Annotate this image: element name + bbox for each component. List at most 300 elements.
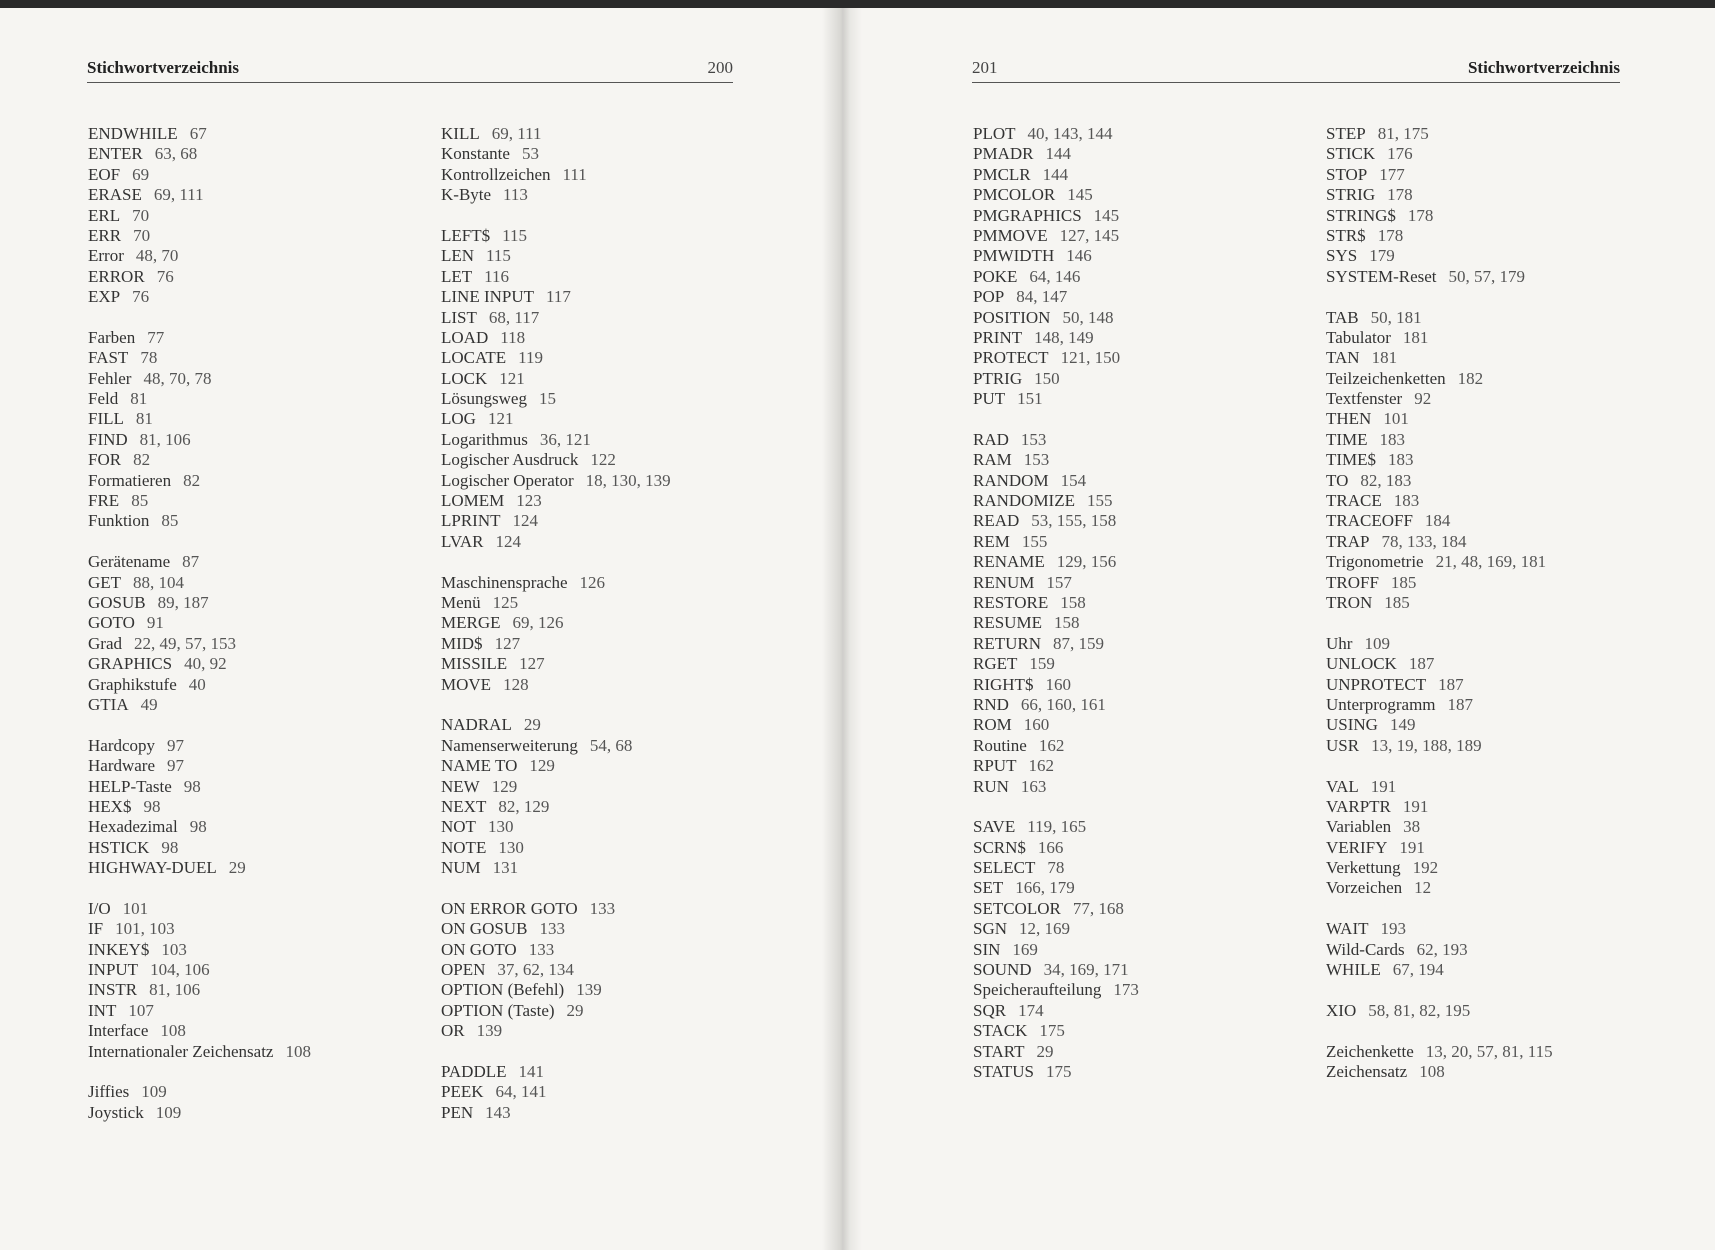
index-entry [1326,838,1656,858]
index-term: Farben [88,327,136,347]
index-term: Feld [88,389,119,409]
index-entry [441,1001,771,1021]
index-page-refs: 160 [1045,674,1071,694]
index-page-refs: 53, 155, 158 [1031,511,1117,531]
index-entry [88,226,418,246]
index-group [88,124,418,308]
index-term: UNPROTECT [1326,674,1427,694]
index-term: MERGE [441,613,501,633]
index-page-refs: 183 [1393,491,1420,511]
index-entry [88,613,418,633]
index-term: VERIFY [1326,837,1388,857]
left-page [0,8,822,1250]
index-page-refs: 22, 49, 57, 153 [133,633,236,653]
index-term: NAME TO [441,756,518,776]
index-entry [1326,532,1656,552]
index-entry [88,1042,418,1062]
index-entry [441,858,771,878]
index-entry [88,980,418,1000]
index-page-refs: 119 [518,348,544,368]
index-entry [441,1082,771,1102]
right-page [862,8,1715,1250]
index-term: TAB [1326,307,1359,327]
index-entry [1326,736,1656,756]
index-page-refs: 118 [500,327,526,347]
index-term: RUN [973,776,1009,796]
index-page-refs: 157 [1046,572,1072,592]
index-entry [973,654,1303,674]
index-entry [88,777,418,797]
index-term: Variablen [1326,817,1392,837]
index-entry [88,1082,418,1102]
index-page-refs: 40 [188,674,206,694]
index-term: Fehler [88,368,132,388]
page-title: Stichwortverzeichnis [1467,58,1620,77]
index-entry [1326,348,1656,368]
index-entry [441,919,771,939]
index-group [1326,1001,1656,1021]
index-entry [441,634,771,654]
index-entry [973,308,1303,328]
index-page-refs: 191 [1399,837,1425,857]
index-entry [1326,471,1656,491]
index-term: OPTION (Taste) [441,1000,555,1020]
index-page-refs: 82 [183,470,201,490]
index-page-refs: 89, 187 [157,592,209,612]
page-header [87,56,733,83]
index-term: INKEY$ [88,939,150,959]
index-term: TAN [1326,348,1360,368]
index-page-refs: 54, 68 [589,735,633,755]
index-page-refs: 107 [128,1000,154,1020]
index-entry [88,1021,418,1041]
index-entry [1326,817,1656,837]
index-term: PMGRAPHICS [973,205,1082,225]
index-page-refs: 144 [1042,164,1069,184]
index-page-refs: 166 [1037,837,1064,857]
index-entry [88,593,418,613]
index-term: WHILE [1326,960,1381,980]
index-page-refs: 155 [1021,531,1048,551]
index-page-refs: 126 [579,572,606,592]
index-page-refs: 29 [523,715,541,735]
index-term: ENDWHILE [88,124,178,143]
index-entry [88,675,418,695]
index-term: HEX$ [88,796,132,816]
index-term: SAVE [973,817,1016,837]
index-page-refs: 70 [133,225,151,245]
index-entry [1326,675,1656,695]
index-page-refs: 108 [285,1041,311,1061]
index-entry [88,409,418,429]
index-page-refs: 98 [183,776,201,796]
index-term: NEW [441,776,480,796]
index-entry [441,777,771,797]
index-entry [88,960,418,980]
index-entry [88,736,418,756]
index-term: LOAD [441,327,489,347]
index-entry [441,756,771,776]
index-term: PMCOLOR [973,185,1056,205]
index-term: Unterprogramm [1326,694,1436,714]
index-entry [1326,267,1656,287]
index-page-refs: 49 [140,694,158,714]
index-entry [973,960,1303,980]
index-term: INSTR [88,980,138,1000]
index-term: READ [973,511,1020,531]
index-term: LOCK [441,368,488,388]
index-page-refs: 127 [519,654,545,674]
index-page-refs: 121, 150 [1060,348,1121,368]
index-page-refs: 128 [503,674,529,694]
index-page-refs: 81, 106 [149,980,201,1000]
index-group [441,573,771,695]
index-term: LOG [441,409,476,429]
index-term: Uhr [1326,633,1353,653]
index-page-refs: 129 [491,776,518,796]
index-term: PEN [441,1102,474,1122]
index-term: Wild-Cards [1326,939,1405,959]
index-page-refs: 116 [484,266,510,286]
index-group [88,899,418,1062]
index-page-refs: 76 [132,287,150,307]
index-page-refs: 127, 145 [1059,225,1120,245]
index-term: RENAME [973,552,1045,572]
index-term: PMWIDTH [973,246,1055,266]
index-entry [1326,715,1656,735]
index-term: RGET [973,654,1018,674]
index-entry [441,736,771,756]
index-term: ON ERROR GOTO [441,898,578,918]
index-entry [973,206,1303,226]
index-term: STACK [973,1021,1028,1041]
index-page-refs: 70 [132,205,150,225]
index-page-refs: 81, 106 [139,429,191,449]
index-page-refs: 193 [1380,919,1406,939]
index-entry [973,491,1303,511]
index-term: LVAR [441,531,484,551]
index-entry [973,185,1303,205]
index-entry [1326,654,1656,674]
index-term: Zeichenkette [1326,1041,1414,1061]
index-page-refs: 50, 57, 179 [1448,266,1525,286]
index-group [88,552,418,715]
index-page-refs: 53 [521,144,539,164]
index-group [88,1082,418,1123]
index-term: PMADR [973,144,1034,164]
index-entry [1326,777,1656,797]
index-page-refs: 153 [1020,429,1047,449]
index-entry [88,185,418,205]
index-page-refs: 69 [132,164,150,184]
index-term: RND [973,694,1009,714]
index-term: Verkettung [1326,858,1401,878]
index-page-refs: 181 [1371,348,1398,368]
index-entry [441,369,771,389]
index-term: RANDOM [973,470,1049,490]
index-page-refs: 77 [147,327,165,347]
index-entry [973,838,1303,858]
index-page-refs: 78, 133, 184 [1381,531,1467,551]
index-term: PRINT [973,327,1023,347]
index-entry [973,980,1303,1000]
index-page-refs: 48, 70, 78 [143,368,212,388]
index-page-refs: 175 [1046,1061,1072,1081]
index-term: TRACEOFF [1326,511,1413,531]
index-term: Zeichensatz [1326,1061,1408,1081]
index-page-refs: 185 [1390,572,1417,592]
index-term: SET [973,878,1004,898]
index-term: HIGHWAY-DUEL [88,858,217,878]
index-term: TRACE [1326,491,1382,511]
index-term: EXP [88,287,121,307]
index-term: THEN [1326,409,1372,429]
index-term: FAST [88,348,129,368]
index-term: TO [1326,470,1349,490]
page-header [972,56,1620,83]
index-term: Logarithmus [441,429,528,449]
index-entry [973,348,1303,368]
index-page-refs: 101, 103 [115,919,175,939]
index-entry [973,144,1303,164]
index-page-refs: 150 [1034,368,1060,388]
index-entry [88,1001,418,1021]
index-page-refs: 50, 148 [1062,307,1114,327]
index-entry [1326,491,1656,511]
index-term: SYSTEM-Reset [1326,266,1437,286]
index-term: NADRAL [441,715,512,735]
index-page-refs: 133 [589,898,616,918]
index-entry [88,940,418,960]
index-entry [973,817,1303,837]
index-term: FILL [88,409,124,429]
index-entry [973,552,1303,572]
index-term: SGN [973,919,1008,939]
index-page-refs: 37, 62, 134 [497,960,574,980]
index-page-refs: 12, 169 [1019,919,1071,939]
index-entry [441,1062,771,1082]
index-page-refs: 125 [492,592,519,612]
index-entry [441,328,771,348]
index-page-refs: 123 [516,491,542,511]
index-term: Routine [973,735,1027,755]
index-term: Funktion [88,511,150,531]
index-page-refs: 97 [167,735,185,755]
index-term: Kontrollzeichen [441,164,551,184]
index-term: STRING$ [1326,205,1396,225]
index-entry [1326,124,1656,144]
index-term: Formatieren [88,470,172,490]
index-term: POKE [973,266,1018,286]
index-entry [973,124,1303,144]
index-entry [973,369,1303,389]
index-group [973,430,1303,797]
index-page-refs: 178 [1387,185,1413,205]
index-page-refs: 109 [141,1082,167,1102]
index-page-refs: 121 [487,409,514,429]
index-group [441,124,771,206]
index-term: USR [1326,735,1360,755]
index-term: Joystick [88,1102,144,1122]
index-page-refs: 38 [1403,817,1421,837]
index-entry [88,817,418,837]
index-entry [88,573,418,593]
index-term: FRE [88,491,120,511]
index-page-refs: 113 [503,185,528,205]
index-term: NOTE [441,837,487,857]
index-page-refs: 78 [140,348,158,368]
index-entry [441,246,771,266]
index-entry [88,695,418,715]
index-page-refs: 58, 81, 82, 195 [1368,1000,1471,1020]
index-term: Teilzeichenketten [1326,368,1446,388]
index-entry [88,552,418,572]
index-page-refs: 109 [1364,633,1390,653]
index-entry [973,1062,1303,1082]
index-page-refs: 108 [160,1021,186,1041]
index-term: SETCOLOR [973,898,1061,918]
index-term: REM [973,531,1010,551]
index-entry [441,899,771,919]
index-term: Error [88,246,124,266]
index-page-refs: 69, 111 [153,185,204,205]
index-entry [88,654,418,674]
index-term: OR [441,1021,465,1041]
index-page-refs: 66, 160, 161 [1020,694,1106,714]
index-entry [1326,634,1656,654]
index-term: PMMOVE [973,225,1048,245]
index-entry [973,471,1303,491]
index-group [1326,1042,1656,1083]
index-group [88,328,418,532]
index-page-refs: 98 [189,817,207,837]
index-entry [441,491,771,511]
index-entry [88,511,418,531]
index-page-refs: 29 [228,858,246,878]
index-term: Menü [441,592,481,612]
index-entry [973,511,1303,531]
index-column [973,124,1303,1103]
index-term: HSTICK [88,837,150,857]
index-term: LINE INPUT [441,287,535,307]
index-page-refs: 181 [1402,327,1429,347]
index-term: LPRINT [441,511,501,531]
index-page-refs: 151 [1017,389,1043,409]
index-page-refs: 98 [161,837,179,857]
index-term: LOCATE [441,348,507,368]
index-term: Hexadezimal [88,817,178,837]
index-entry [973,593,1303,613]
index-entry [441,960,771,980]
index-term: STATUS [973,1061,1034,1081]
index-term: RAD [973,429,1009,449]
index-term: SELECT [973,858,1036,878]
index-page-refs: 92 [1414,389,1432,409]
index-page-refs: 67 [189,124,207,143]
index-term: Logischer Ausdruck [441,450,579,470]
index-page-refs: 178 [1407,205,1434,225]
index-entry [441,226,771,246]
index-page-refs: 133 [539,919,565,939]
index-page-refs: 76 [156,266,174,286]
index-term: LEFT$ [441,225,491,245]
index-page-refs: 183 [1388,450,1414,470]
index-entry [973,675,1303,695]
index-term: MOVE [441,674,492,694]
index-term: OPTION (Befehl) [441,980,565,1000]
index-term: TIME$ [1326,450,1377,470]
index-entry [1326,552,1656,572]
index-term: ON GOSUB [441,919,528,939]
index-entry [441,409,771,429]
index-entry [1326,430,1656,450]
index-term: POP [973,287,1005,307]
index-term: Textfenster [1326,389,1403,409]
index-term: Graphikstufe [88,674,177,694]
index-entry [441,654,771,674]
index-entry [441,675,771,695]
index-term: ERR [88,225,122,245]
index-page-refs: 48, 70 [135,246,179,266]
index-entry [88,899,418,919]
index-group [973,817,1303,1082]
index-column [441,124,771,1144]
index-group [88,736,418,879]
index-entry [973,940,1303,960]
index-group [1326,308,1656,614]
index-term: USING [1326,715,1378,735]
index-entry [441,593,771,613]
index-term: NUM [441,858,481,878]
index-page-refs: 163 [1020,776,1047,796]
index-page-refs: 130 [498,837,524,857]
index-term: Hardcopy [88,735,156,755]
index-term: FIND [88,429,128,449]
index-entry [1326,1042,1656,1062]
index-term: PTRIG [973,368,1023,388]
index-entry [88,348,418,368]
index-page-refs: 82, 183 [1360,470,1412,490]
index-entry [973,715,1303,735]
index-entry [1326,511,1656,531]
index-term: SIN [973,939,1001,959]
index-page-refs: 159 [1029,654,1055,674]
index-term: ON GOTO [441,939,517,959]
index-entry [973,328,1303,348]
index-page-refs: 84, 147 [1016,287,1068,307]
index-entry [88,756,418,776]
index-entry [1326,450,1656,470]
index-entry [441,1103,771,1123]
index-page-refs: 187 [1408,654,1435,674]
index-page-refs: 64, 141 [495,1082,547,1102]
index-page-refs: 29 [566,1000,584,1020]
index-entry [973,1042,1303,1062]
index-term: INT [88,1000,117,1020]
index-page-refs: 177 [1379,164,1405,184]
index-term: GOTO [88,613,135,633]
index-page-refs: 81 [135,409,153,429]
index-term: TROFF [1326,572,1379,592]
index-page-refs: 111 [562,164,587,184]
index-term: RESUME [973,613,1042,633]
index-term: Tabulator [1326,327,1391,347]
index-term: INPUT [88,960,139,980]
index-entry [88,450,418,470]
index-entry [441,715,771,735]
index-page-refs: 166, 179 [1015,878,1075,898]
index-entry [88,430,418,450]
